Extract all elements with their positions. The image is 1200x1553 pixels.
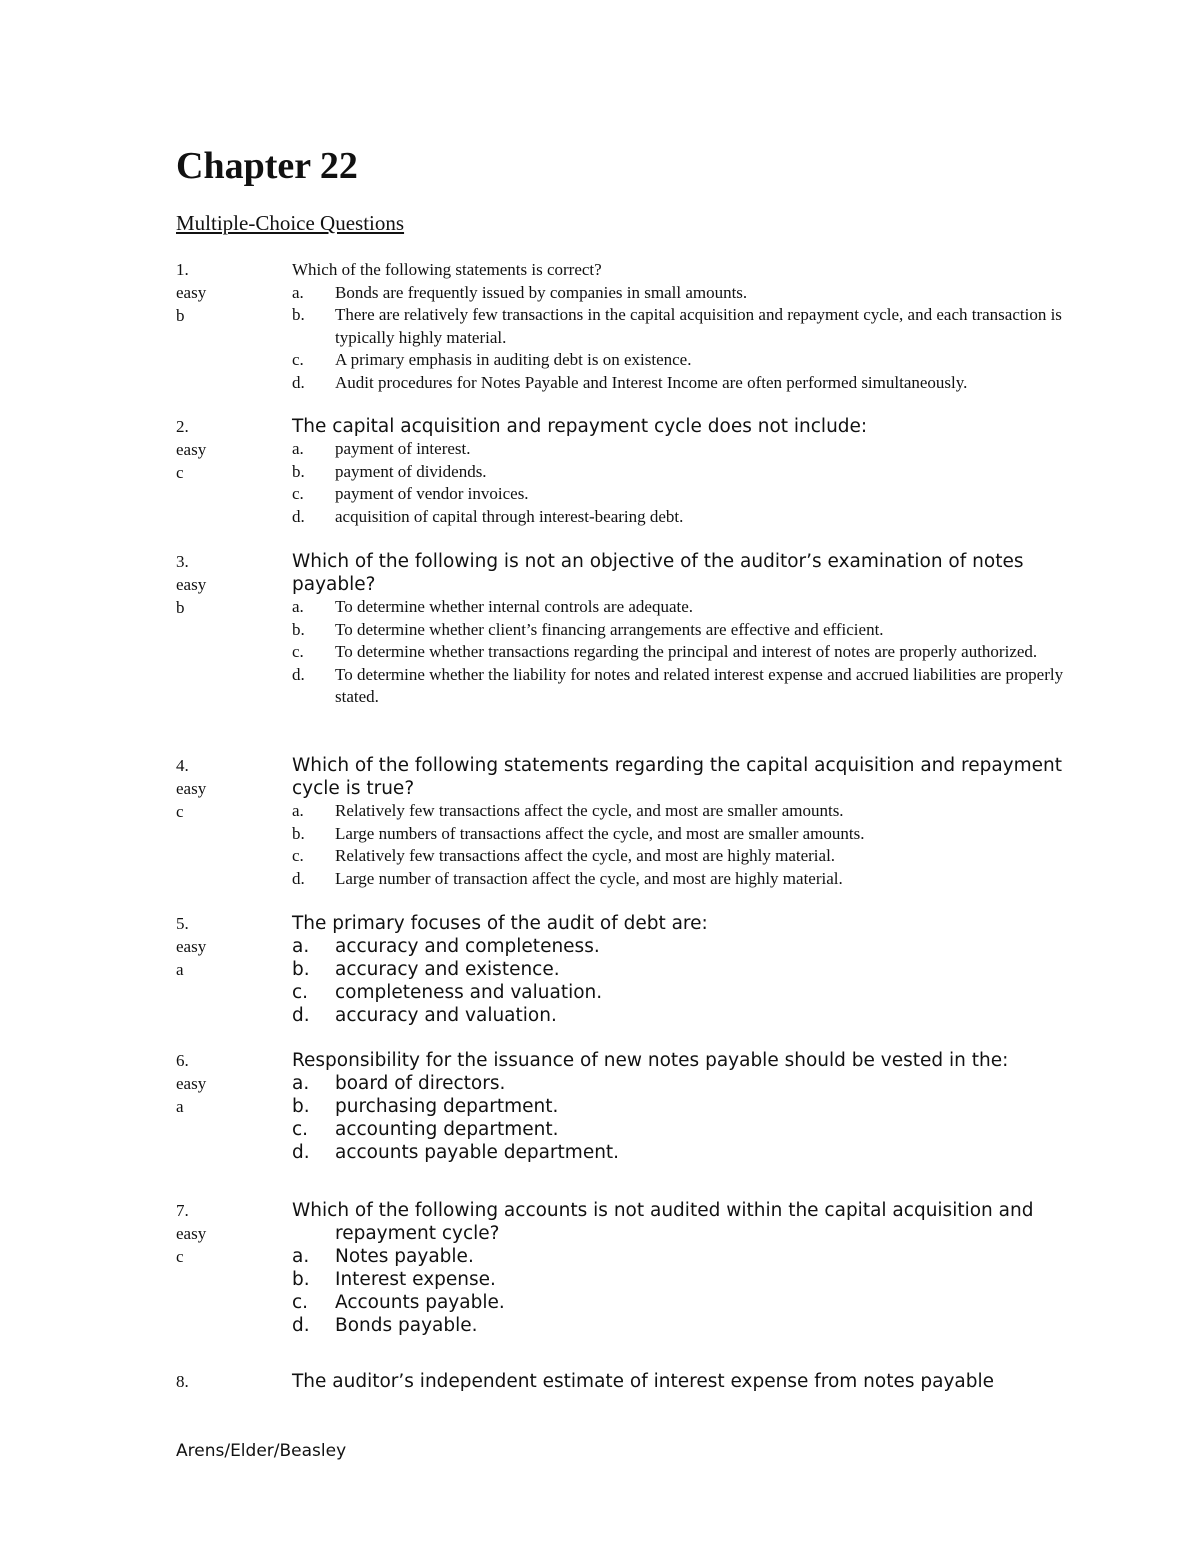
question-body <box>292 550 1092 709</box>
question-difficulty: easy <box>176 1224 207 1243</box>
question-meta <box>176 1370 276 1393</box>
question-meta <box>176 259 276 328</box>
option-a: a. Bonds are frequently issued by companies in small amounts. <box>292 282 748 302</box>
option-c: c. payment of vendor invoices. <box>292 484 529 504</box>
question-number: 2. <box>176 417 189 436</box>
question-answer: b <box>176 306 185 325</box>
option-b: b. purchasing department. <box>292 1096 559 1117</box>
option-a: a. payment of interest. <box>292 439 471 458</box>
question-body <box>292 1049 1092 1164</box>
question-number: 1. <box>176 260 189 279</box>
question-answer: c <box>176 1247 184 1266</box>
question-difficulty: easy <box>176 283 207 302</box>
question-difficulty: easy <box>176 937 207 956</box>
question-difficulty: easy <box>176 1074 207 1093</box>
section-heading: Multiple-Choice Questions <box>176 211 405 235</box>
question-answer: a <box>176 960 184 979</box>
question-difficulty: easy <box>176 779 207 798</box>
option-c: c. A primary emphasis in auditing debt is on existence. <box>292 350 692 370</box>
option-c: c. Relatively few transactions affect the cycle, and most are highly material. <box>292 846 836 866</box>
question-number: 8. <box>176 1372 189 1391</box>
question-meta <box>176 1199 276 1268</box>
question-body <box>292 1370 1092 1393</box>
option-c: c. Accounts payable. <box>292 1292 505 1313</box>
question-answer: a <box>176 1097 184 1116</box>
question-meta <box>176 912 276 981</box>
option-b: b. Interest expense. <box>292 1269 496 1290</box>
question-answer: b <box>176 598 185 617</box>
chapter-title: Chapter 22 <box>176 145 358 187</box>
question-number: 6. <box>176 1051 189 1070</box>
question-answer: c <box>176 802 184 821</box>
option-b: b. accuracy and existence. <box>292 959 560 980</box>
option-d: d. Large number of transaction affect the cycle, and most are highly material. <box>292 868 843 888</box>
question-stem: Which of the following is not an objective of the auditor’s examination of notes payable? <box>292 551 1024 595</box>
question-body <box>292 1199 1092 1337</box>
option-a: a. Relatively few transactions affect the cycle, and most are smaller amounts. <box>292 801 844 820</box>
question-meta <box>176 1049 276 1118</box>
question-body <box>292 259 1092 395</box>
option-a: a. accuracy and completeness. <box>292 936 600 957</box>
option-d: d. acquisition of capital through interest-bearing debt. <box>292 506 684 526</box>
option-b: b. payment of dividends. <box>292 461 487 481</box>
question-number: 3. <box>176 552 189 571</box>
option-d: d. accounts payable department. <box>292 1142 620 1163</box>
option-c: c. To determine whether transactions regarding the principal and interest of notes are properly authorized. <box>292 642 1038 662</box>
option-d: d. Bonds payable. <box>292 1315 478 1336</box>
question-body <box>292 415 1092 528</box>
question-body <box>292 912 1092 1027</box>
option-d: d. accuracy and valuation. <box>292 1005 557 1026</box>
question-number: 4. <box>176 756 189 775</box>
question-difficulty: easy <box>176 440 207 459</box>
question-number: 5. <box>176 914 189 933</box>
option-a: a. board of directors. <box>292 1073 506 1094</box>
question-meta <box>176 550 276 619</box>
question-stem: Responsibility for the issuance of new notes payable should be vested in the: <box>292 1050 1009 1071</box>
option-b: b. Large numbers of transactions affect the cycle, and most are smaller amounts. <box>292 823 865 843</box>
question-answer: c <box>176 463 184 482</box>
question-stem: The auditor’s independent estimate of interest expense from notes payable <box>292 1371 995 1392</box>
question-meta <box>176 754 276 823</box>
option-a: a. Notes payable. <box>292 1246 474 1267</box>
option-b: b. There are relatively few transactions in the capital acquisition and repayment cycle, and each transaction is typically highly material. <box>292 305 1062 347</box>
option-b: b. To determine whether client’s financing arrangements are effective and efficient. <box>292 619 884 639</box>
option-d: d. To determine whether the liability for notes and related interest expense and accrued liabilities are properly stated. <box>292 664 1064 707</box>
question-stem: The primary focuses of the audit of debt are: <box>292 913 708 934</box>
question-stem: Which of the following statements regarding the capital acquisition and repayment cycle is true? <box>292 755 1063 799</box>
question-stem: Which of the following statements is correct? <box>292 260 602 279</box>
question-body <box>292 754 1092 890</box>
page-footer: Arens/Elder/Beasley <box>176 1441 347 1461</box>
option-c: c. accounting department. <box>292 1119 559 1140</box>
question-stem: Which of the following accounts is not audited within the capital acquisition and repayment cycle? <box>292 1200 1034 1244</box>
question-number: 7. <box>176 1201 189 1220</box>
option-a: a. To determine whether internal controls are adequate. <box>292 597 694 616</box>
question-stem: The capital acquisition and repayment cycle does not include: <box>292 416 868 437</box>
question-difficulty: easy <box>176 575 207 594</box>
question-meta <box>176 415 276 484</box>
option-c: c. completeness and valuation. <box>292 982 603 1003</box>
option-d: d. Audit procedures for Notes Payable and Interest Income are often performed simultaneously. <box>292 372 968 392</box>
